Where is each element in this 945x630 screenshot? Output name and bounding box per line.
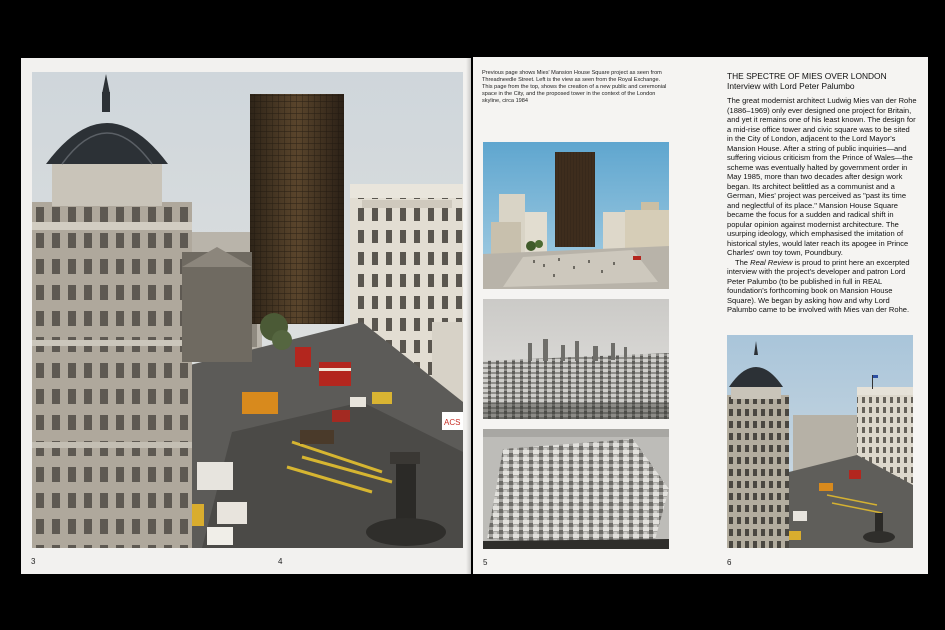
city-model-illustration-1 bbox=[483, 299, 669, 419]
plaza-model-photo bbox=[483, 142, 669, 289]
street-view-illustration bbox=[32, 72, 463, 548]
show-through-text bbox=[727, 295, 917, 335]
svg-text:ACS: ACS bbox=[444, 418, 461, 427]
page-number-3: 3 bbox=[31, 557, 36, 566]
article-subtitle: Interview with Lord Peter Palumbo bbox=[727, 81, 855, 91]
city-model-photo-1 bbox=[483, 299, 669, 419]
plaza-illustration bbox=[483, 142, 669, 289]
photo-caption: Previous page shows Mies' Mansion House Square project as seen from Threadneedle Street. Left is the view as seen from the Royal Exchange. This page from the top, shows the creation of a new public and ceremonial space in the City, and the proposed tower in the context of the London skyline, circa 1984 bbox=[482, 70, 667, 104]
publication-name: Real Review bbox=[750, 257, 793, 267]
left-page bbox=[21, 58, 471, 574]
city-model-illustration-2 bbox=[483, 429, 669, 549]
page-number-5: 5 bbox=[483, 558, 488, 567]
paragraph-2-lead: The bbox=[735, 257, 749, 267]
article-kicker: THE SPECTRE OF MIES OVER LONDON bbox=[727, 71, 887, 81]
street-view-photo bbox=[32, 72, 463, 548]
page-number-6: 6 bbox=[727, 558, 732, 567]
article-body bbox=[727, 96, 917, 315]
article-paragraph-1: The great modernist architect Ludwig Mies van der Rohe (1886–1969) only ever designed one project for Britain, and yet it remains one of his least known. The design for a mid-rise office tower and civic square was to be sited in the City of London, adjacent to the Lord Mayor's Mansion House. After a string of public inquiries—and suffering vicious criticism from the Prince of Wales—the scheme was eventually halted by government order in May 1985, more than two decades after design work began. Its architect belittled as a communist and a German, Mies' project was perceived as "past its time and neglectful of its place." Mansion House Square became the focus for a sudden and radical shift in popular opinion against modernist architecture. The usurping ideology, which emphasised the imitation of historical styles, would later reach its apogee in Prince Charles' own toy town, Poundbury. bbox=[727, 96, 917, 257]
paragraph-2-rest: is proud to print here an excerpted interview with the project's developer and patron Lord Peter Palumbo (to be published in full in REAL foundation's forthcoming book on Mansion House Square). We began by asking how and why Lord Palumbo came to be involved with Mies van der Rohe. bbox=[727, 257, 910, 314]
page-number-4: 4 bbox=[278, 557, 283, 566]
small-street-illustration bbox=[727, 335, 913, 548]
small-street-view-photo bbox=[727, 335, 913, 548]
city-model-photo-2 bbox=[483, 429, 669, 549]
